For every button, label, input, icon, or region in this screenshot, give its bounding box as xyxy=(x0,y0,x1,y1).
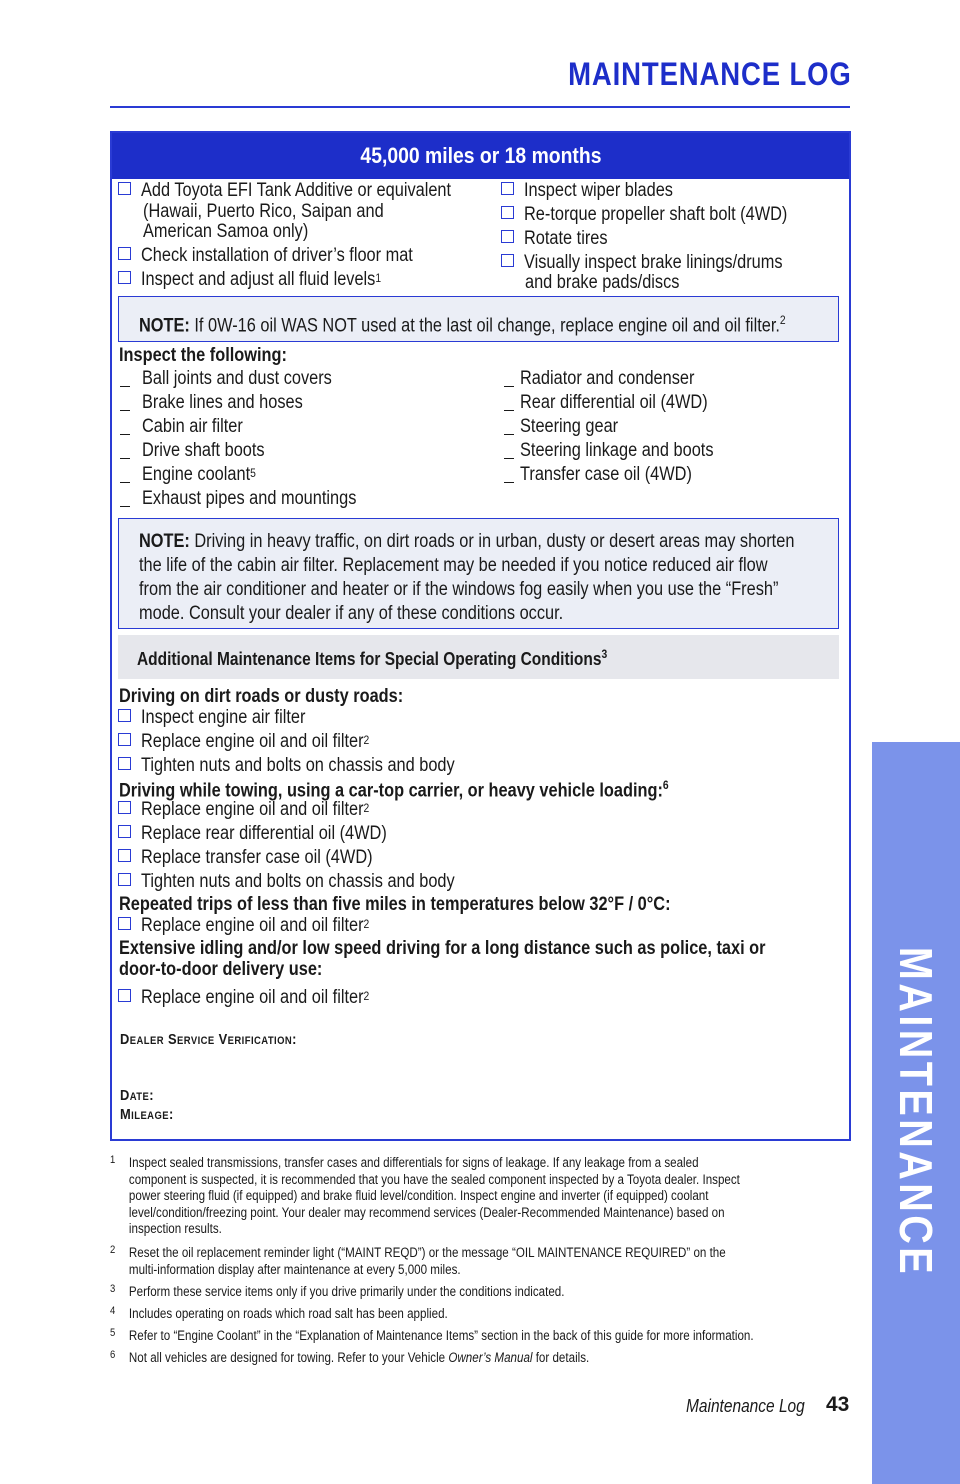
page-title: MAINTENANCE LOG xyxy=(568,56,852,92)
idling-heading-cont: door-to-door delivery use: xyxy=(119,959,323,980)
checklist-item: Replace engine oil and oil filter$^2$ xyxy=(118,731,406,753)
checklist-item: Tighten nuts and bolts on chassis and body xyxy=(118,871,506,893)
inspect-item: Ball joints and dust covers xyxy=(120,368,363,390)
inspect-item: Steering gear xyxy=(504,416,634,438)
inspect-item: Radiator and condenser xyxy=(504,368,723,390)
footnote-2: 2 Reset the oil replacement reminder light (“MAINT REQD”) or the message “OIL MAINTENANCE REQUIRED” on the multi-information display after maintenance at every 5,000 miles. xyxy=(110,1244,726,1277)
checklist-item: Replace engine oil and oil filter$^2$ xyxy=(118,915,406,937)
inspect-item: Drive shaft boots xyxy=(120,440,285,462)
inspect-item: Engine coolant$^5$ xyxy=(120,464,274,486)
checklist-item: Replace rear differential oil (4WD) xyxy=(118,823,427,845)
checkbox[interactable] xyxy=(118,182,131,195)
inspect-item: Cabin air filter xyxy=(120,416,259,438)
checklist-item: Replace engine oil and oil filter$^2$ xyxy=(118,799,406,821)
checkbox[interactable] xyxy=(501,206,514,219)
checklist-item: Inspect and adjust all fluid levels$^1$ xyxy=(118,269,420,291)
checkbox[interactable] xyxy=(118,733,131,746)
footnote-1: 1 Inspect sealed transmissions, transfer cases and differentials for signs of leakage. If any leakage from a sealed component is suspected, it is recommended that you have the sealed component inspected by a Toyota dealer. Inspect power steering fluid (if equipped) and brake fluid level/condition. Inspect engine and inverter (if equipped) coolant level/condition/freezing point. Your dealer may recommend services (Dealer-Recommended Maintenance) based on inspection results. xyxy=(110,1154,740,1236)
checklist-item-cont: (Hawaii, Puerto Rico, Saipan and xyxy=(143,201,384,222)
inspect-item: Exhaust pipes and mountings xyxy=(120,488,391,510)
checklist-item: Re-torque propeller shaft bolt (4WD) xyxy=(501,204,830,226)
cold-trips-heading: Repeated trips of less than five miles in temperatures below 32°F / 0°C: xyxy=(119,894,671,915)
checklist-item: Replace engine oil and oil filter$^2$ xyxy=(118,987,406,1009)
checklist-item-cont: American Samoa only) xyxy=(143,221,309,242)
footnote-4: 4 Includes operating on roads which road salt has been applied. xyxy=(110,1305,448,1321)
checklist-item: Inspect wiper blades xyxy=(501,180,697,202)
checklist-item: Replace transfer case oil (4WD) xyxy=(118,847,410,869)
footnote-6: 6 Not all vehicles are designed for towing. Refer to your Vehicle Owner’s Manual for details. xyxy=(110,1349,590,1365)
note-cabin-filter-text: NOTE: Driving in heavy traffic, on dirt roads or in urban, dusty or desert areas may shorten the life of the cabin air filter. Replacement may be needed if you notice reduced air flow from the air conditioner and heater or if the windows fog easily when you use the “Fresh” mode. Consult your dealer if any of these conditions occur. xyxy=(139,531,795,624)
checkbox[interactable] xyxy=(118,825,131,838)
inspect-heading: Inspect the following: xyxy=(119,345,287,366)
note-oil-text: NOTE: If 0W-16 oil WAS NOT used at the last oil change, replace engine oil and oil filter.$^2$ xyxy=(139,313,786,337)
checklist-item: Check installation of driver’s floor mat xyxy=(118,245,457,267)
checkbox[interactable] xyxy=(118,917,131,930)
idling-heading: Extensive idling and/or low speed driving for a long distance such as police, taxi or xyxy=(119,938,766,959)
footer-section-label: Maintenance Log xyxy=(686,1396,805,1416)
checklist-item: Visually inspect brake linings/drums xyxy=(501,252,825,274)
checkbox[interactable] xyxy=(118,757,131,770)
inspect-item: Steering linkage and boots xyxy=(504,440,745,462)
footnote-3: 3 Perform these service items only if you drive primarily under the conditions indicated. xyxy=(110,1283,565,1299)
checkbox[interactable] xyxy=(501,182,514,195)
special-conditions-heading: Additional Maintenance Items for Special Operating Conditions$^3$ xyxy=(137,647,608,669)
checkbox[interactable] xyxy=(118,271,131,284)
checkbox[interactable] xyxy=(501,230,514,243)
checklist-item: Inspect engine air filter xyxy=(118,707,332,729)
inspect-item: Rear differential oil (4WD) xyxy=(504,392,738,414)
checkbox[interactable] xyxy=(118,989,131,1002)
checklist-item: Rotate tires xyxy=(501,228,621,250)
checkbox[interactable] xyxy=(118,247,131,260)
checkbox[interactable] xyxy=(501,254,514,267)
date-label: Date: xyxy=(120,1087,154,1104)
checklist-item: Tighten nuts and bolts on chassis and body xyxy=(118,755,506,777)
side-tab-label: MAINTENANCE xyxy=(890,946,942,1278)
dealer-verification-label: Dealer Service Verification: xyxy=(120,1031,297,1048)
footnote-5: 5 Refer to “Engine Coolant” in the “Explanation of Maintenance Items” section in the back of this guide for more information. xyxy=(110,1327,754,1343)
title-rule xyxy=(110,106,850,108)
inspect-item: Brake lines and hoses xyxy=(120,392,329,414)
checklist-item: Add Toyota EFI Tank Additive or equivalent xyxy=(118,180,502,202)
checkbox[interactable] xyxy=(118,801,131,814)
checkbox[interactable] xyxy=(118,873,131,886)
towing-heading: Driving while towing, using a car-top carrier, or heavy vehicle loading:$^6$ xyxy=(119,778,669,802)
owners-manual-title: Owner’s Manual xyxy=(448,1350,533,1365)
checkbox[interactable] xyxy=(118,849,131,862)
checkbox[interactable] xyxy=(118,709,131,722)
checklist-item-cont: and brake pads/discs xyxy=(525,272,680,293)
mileage-label: Mileage: xyxy=(120,1106,174,1123)
dirt-roads-heading: Driving on dirt roads or dusty roads: xyxy=(119,686,404,707)
page-number: 43 xyxy=(826,1393,850,1416)
inspect-item: Transfer case oil (4WD) xyxy=(504,464,720,486)
interval-header: 45,000 miles or 18 months xyxy=(112,133,849,179)
